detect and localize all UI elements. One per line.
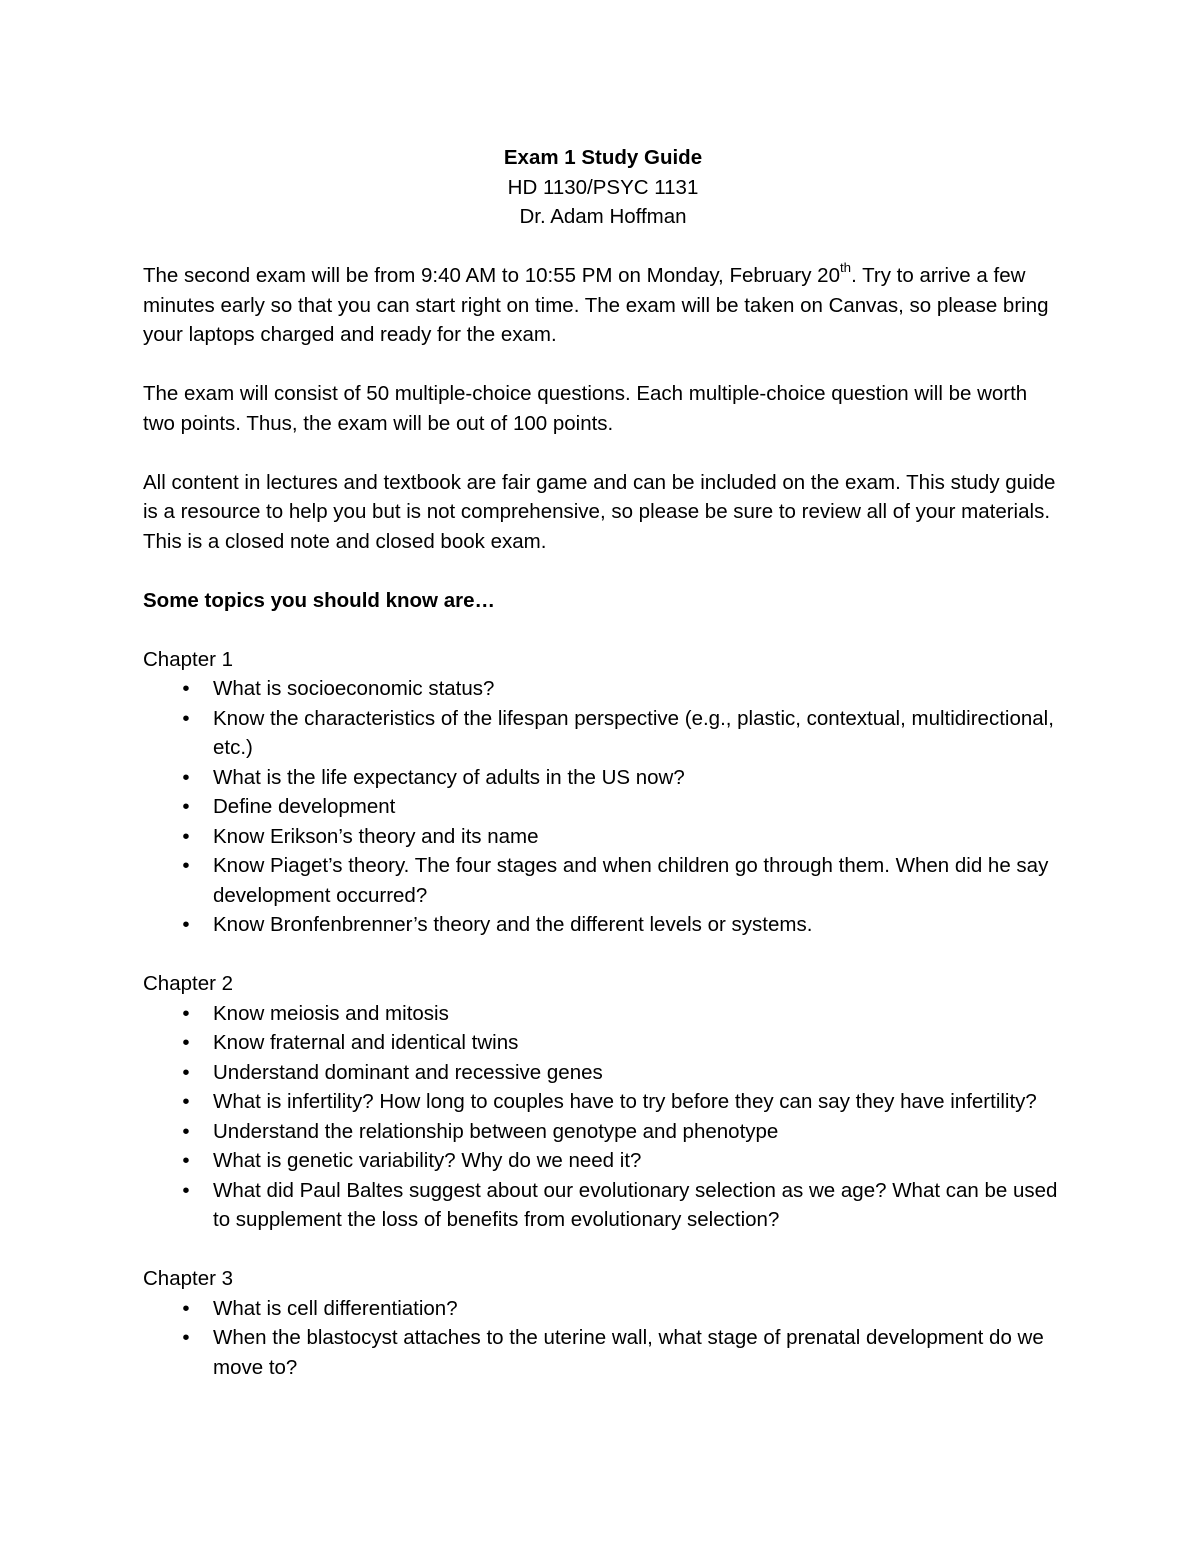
bullet-icon: • (182, 1178, 190, 1202)
topic-text: What is the life expectancy of adults in the US now? (213, 765, 685, 789)
topic-text: What is infertility? How long to couples have to try before they can say they have infertility? (213, 1090, 1037, 1113)
topic-list-item (143, 704, 1063, 763)
bullet-icon: • (182, 765, 190, 789)
topic-list-item (143, 1087, 1063, 1117)
bullet-icon: • (182, 913, 190, 936)
topic-list (143, 674, 1063, 940)
topic-text: Understand the relationship between genotype and phenotype (213, 1119, 779, 1143)
course-code: HD 1130/PSYC 1131 (507, 175, 699, 199)
topic-list-item (143, 822, 1063, 852)
chapter-section (143, 645, 1063, 940)
bullet-icon: • (182, 1119, 190, 1143)
topic-list (143, 1294, 1063, 1383)
topic-list-item (143, 1294, 1063, 1324)
exam-schedule-text-cont: . Try to arrive a few minutes early so that you can start right on time. The exam will be taken on Canvas, so please bring your laptops charged and ready for the exam. (143, 264, 1049, 346)
topic-text: When the blastocyst attaches to the uterine wall, what stage of prenatal development do we move to? (213, 1326, 1044, 1379)
document-content (143, 143, 1063, 1412)
chapter-section (143, 969, 1063, 1235)
chapter-label: Chapter 3 (143, 1267, 234, 1290)
bullet-icon: • (182, 1060, 190, 1084)
topic-text: Know Erikson’s theory and its name (213, 824, 539, 848)
bullet-icon: • (182, 706, 190, 730)
topic-text: Know the characteristics of the lifespan perspective (e.g., plastic, contextual, multidirectional, etc.) (213, 706, 1054, 759)
exam-content-paragraph: All content in lectures and textbook are fair game and can be included on the exam. This study guide is a resource to help you but is not comprehensive, so please be sure to review all of your materials. This is a closed note and closed book exam. (143, 470, 1056, 553)
exam-schedule-text: The second exam will be from 9:40 AM to 10:55 PM on Monday, February 20 (143, 264, 840, 287)
topic-list-item (143, 999, 1063, 1029)
topic-list-item (143, 1176, 1063, 1235)
topic-text: What is socioeconomic status? (213, 677, 495, 700)
topic-text: Know Piaget’s theory. The four stages and when children go through them. When did he say development occurred? (213, 854, 1049, 907)
topic-text: Know meiosis and mitosis (213, 1001, 449, 1025)
bullet-icon: • (182, 1001, 190, 1025)
topic-list-item (143, 1146, 1063, 1176)
chapter-section (143, 1264, 1063, 1382)
bullet-icon: • (182, 854, 190, 877)
topic-text: What is genetic variability? Why do we need it? (213, 1149, 642, 1172)
chapter-label: Chapter 1 (143, 647, 234, 671)
chapters-list (143, 645, 1063, 1383)
topic-list-item (143, 1323, 1063, 1382)
bullet-icon: • (182, 795, 190, 818)
bullet-icon: • (182, 1031, 190, 1054)
topic-list-item (143, 1117, 1063, 1147)
topic-list-item (143, 792, 1063, 822)
topic-text: Know fraternal and identical twins (213, 1031, 519, 1054)
topic-text: Define development (213, 795, 396, 818)
instructor-name: Dr. Adam Hoffman (519, 205, 687, 228)
topic-text: What is cell differentiation? (213, 1296, 458, 1320)
date-ordinal-suffix: th (839, 260, 852, 276)
topic-list-item (143, 1028, 1063, 1058)
bullet-icon: • (182, 1296, 190, 1320)
bullet-icon: • (182, 1149, 190, 1172)
topic-list (143, 999, 1063, 1235)
bullet-icon: • (182, 824, 190, 848)
topic-list-item (143, 910, 1063, 940)
topic-list-item (143, 674, 1063, 704)
chapter-label: Chapter 2 (143, 972, 234, 995)
bullet-icon: • (182, 677, 190, 700)
document-header (143, 143, 1063, 232)
document-title: Exam 1 Study Guide (503, 146, 703, 169)
exam-schedule-paragraph (143, 261, 1063, 350)
exam-format-paragraph: The exam will consist of 50 multiple-choice questions. Each multiple-choice question will be worth two points. Thus, the exam will be out of 100 points. (143, 382, 1028, 435)
topic-list-item (143, 851, 1063, 910)
topic-text: Know Bronfenbrenner’s theory and the different levels or systems. (213, 913, 813, 936)
topics-heading: Some topics you should know are… (143, 588, 495, 612)
topic-text: What did Paul Baltes suggest about our evolutionary selection as we age? What can be used to supplement the loss of benefits from evolutionary selection? (213, 1178, 1058, 1231)
bullet-icon: • (182, 1090, 190, 1113)
topic-list-item (143, 763, 1063, 793)
topic-list-item (143, 1058, 1063, 1088)
topic-text: Understand dominant and recessive genes (213, 1060, 603, 1084)
bullet-icon: • (182, 1326, 190, 1349)
